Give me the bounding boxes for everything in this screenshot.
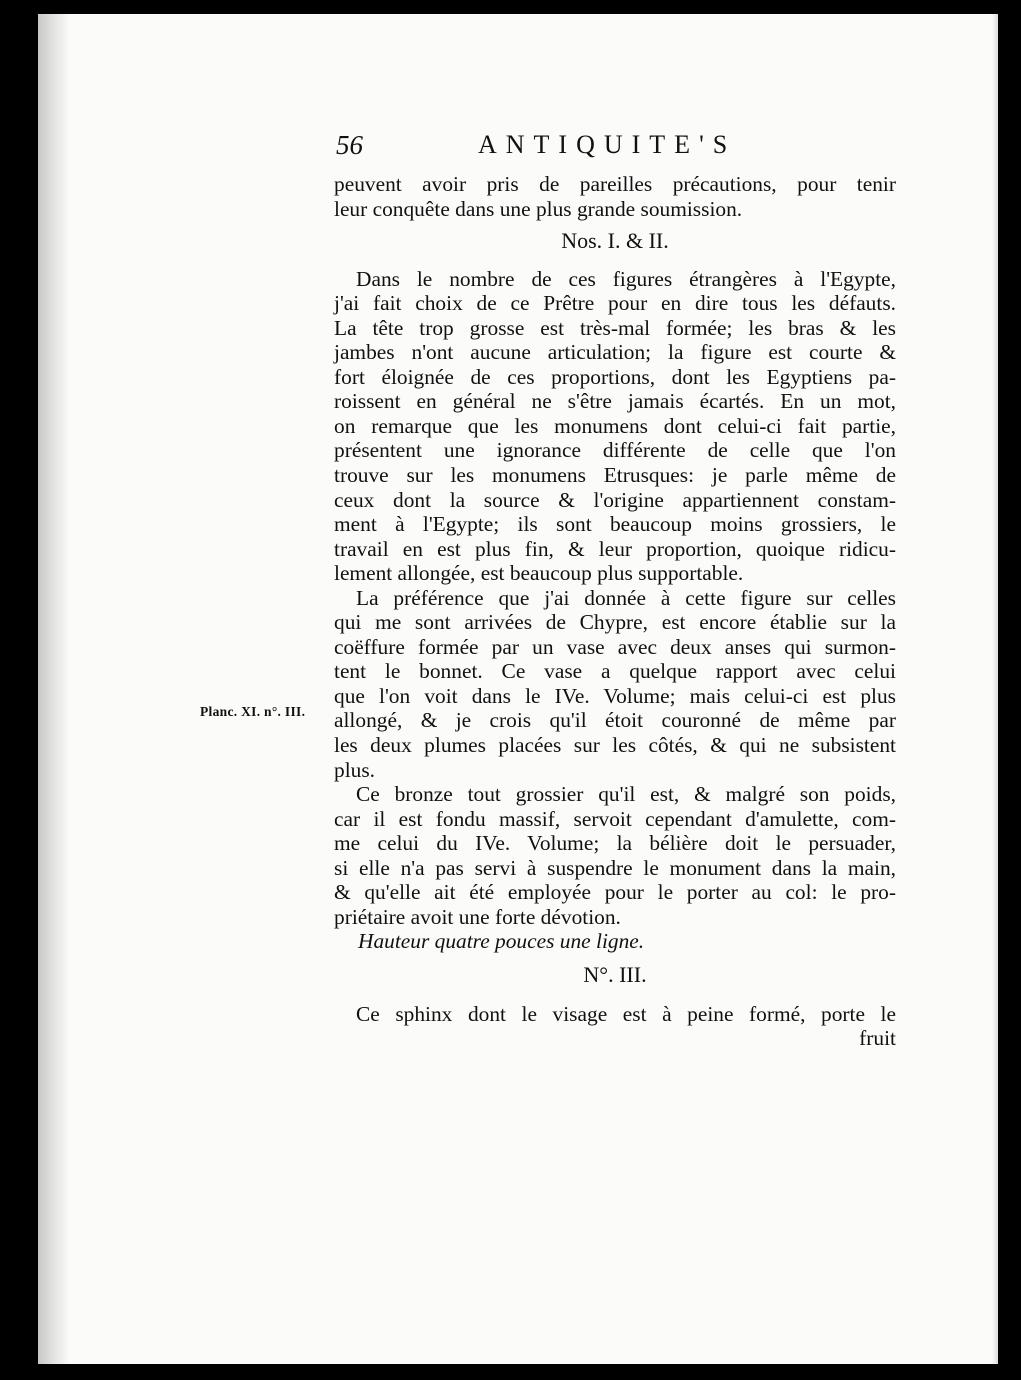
paragraph [334,1002,896,1027]
text-line: Dans le nombre de ces figures étrangères à l'Egypte, [356,266,896,291]
page-gutter-shadow [38,14,70,1364]
catchword: fruit [859,1026,896,1051]
text-line: que l'on voit dans le IVe. Volume; mais celui-ci est plus [334,683,896,708]
text-line: La tête trop grosse est très-mal formée; les bras & les [334,315,896,340]
text-line: présentent une ignorance différente de celle que l'on [334,438,896,463]
paragraph [334,586,896,782]
page-header [336,130,856,170]
text-line: trouve sur les monumens Etrusques: je parle même de [334,463,896,488]
paragraph [334,782,896,929]
text-line: jambes n'ont aucune articulation; la figure est courte & [334,340,896,365]
text-line: ment à l'Egypte; ils sont beaucoup moins grossiers, le [334,512,896,537]
page-edge-shadow [992,14,998,1364]
margin-note-plate-reference: Planc. XI. n°. III. [200,704,306,719]
running-head: ANTIQUITE'S [478,130,737,159]
text-line: les deux plumes placées sur les côtés, & qui ne subsistent [334,733,896,758]
text-line: plus. [334,757,376,782]
text-line: peuvent avoir pris de pareilles précautions, pour tenir [334,172,896,196]
page-number: 56 [336,130,363,160]
text-line: fort éloignée de ces proportions, dont les Egyptiens pa- [334,364,896,389]
text-line: coëffure formée par un vase avec deux anses qui surmon- [334,634,896,659]
text-line: car il est fondu massif, servoit cependant d'amulette, com- [334,806,896,831]
text-line: travail en est plus fin, & leur proportion, quoique ridicu- [334,536,896,561]
section-heading: N°. III. [583,961,647,987]
paragraph [334,267,896,586]
book-page [38,14,998,1364]
text-line: Ce bronze tout grossier qu'il est, & malgré son poids, [356,782,896,807]
text-line: allongé, & je crois qu'il étoit couronné de même par [334,708,896,733]
text-line: Ce sphinx dont le visage est à peine formé, porte le [356,1001,896,1026]
text-line: leur conquête dans une plus grande soumission. [334,196,743,221]
text-line: lement allongée, est beaucoup plus supportable. [334,561,744,586]
body-text [334,172,896,1051]
text-line: & qu'elle ait été employée pour le porter au col: le pro- [334,880,896,905]
text-line: roissent en général ne s'être jamais écartés. En un mot, [334,389,896,414]
text-line: tent le bonnet. Ce vase a quelque rapport avec celui [334,659,896,684]
text-line: si elle n'a pas servi à suspendre le monument dans la main, [334,855,896,880]
section-heading: Nos. I. & II. [561,228,669,254]
text-line: on remarque que les monumens dont celui-ci fait partie, [334,413,896,438]
text-line: j'ai fait choix de ce Prêtre pour en dire tous les défauts. [334,291,896,316]
text-line: priétaire avoit une forte dévotion. [334,904,621,929]
text-line: La préférence que j'ai donnée à cette figure sur celles [356,585,896,610]
dimension-line: Hauteur quatre pouces une ligne. [358,929,645,954]
text-line: ceux dont la source & l'origine appartiennent constam- [334,487,896,512]
text-line: me celui du IVe. Volume; la bélière doit le persuader, [334,831,896,856]
text-line: qui me sont arrivées de Chypre, est encore établie sur la [334,610,896,635]
